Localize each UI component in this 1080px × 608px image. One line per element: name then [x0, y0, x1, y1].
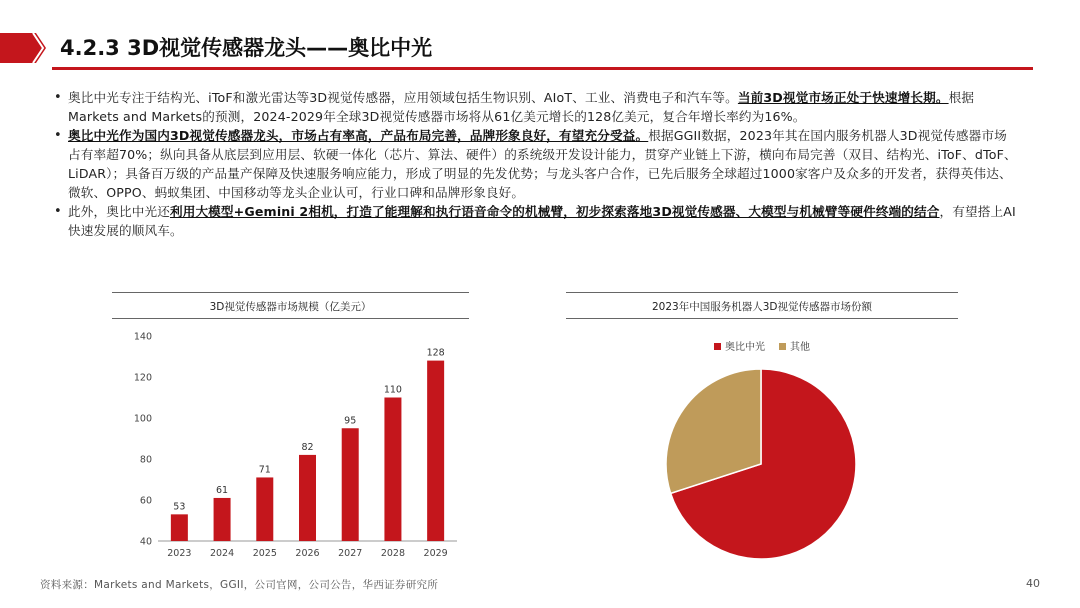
bar-2023 — [171, 514, 188, 541]
x-tick-label: 2029 — [423, 548, 448, 559]
bar-2026 — [299, 455, 316, 541]
y-tick-label: 60 — [139, 495, 152, 507]
bar-chart-title: 3D视觉传感器市场规模（亿美元） — [209, 301, 372, 313]
y-tick-label: 140 — [133, 331, 152, 343]
y-tick-label: 40 — [139, 536, 152, 548]
legend-label: 其他 — [790, 342, 810, 353]
x-tick-label: 2023 — [167, 548, 192, 559]
x-tick-label: 2025 — [252, 548, 277, 559]
bar-value-label: 128 — [426, 347, 445, 359]
bullet-item — [68, 126, 1018, 202]
bar-2024 — [214, 498, 231, 541]
x-tick-label: 2026 — [295, 548, 320, 559]
bar-2028 — [384, 398, 401, 542]
x-tick-label: 2024 — [209, 548, 235, 559]
bullet-text: 根据Markets and Markets的预测，2024-2029年全球3D视觉传感器市场将从61亿美元增长的128亿美元，复合年增长率约为16%。 — [68, 90, 975, 124]
bar-chart-top-rule — [112, 292, 469, 293]
bar-chart — [112, 322, 469, 567]
bullet-text: 此外，奥比中光还 — [68, 204, 170, 219]
legend-swatch — [714, 343, 721, 350]
bullet-item — [68, 88, 1018, 126]
pie-chart-top-rule — [566, 292, 958, 293]
bullet-highlight-text: 当前3D视觉市场正处于快速增长期。 — [737, 90, 949, 105]
title-accent-arrow — [0, 33, 48, 63]
bullet-text: 奥比中光专注于结构光、iToF和激光雷达等3D视觉传感器，应用领域包括生物识别、AIoT、工业、消费电子和汽车等。 — [68, 90, 738, 105]
title-divider — [52, 67, 1033, 70]
legend-swatch — [779, 343, 786, 350]
bar-chart-bottom-rule — [112, 318, 469, 319]
bullet-highlight-text: 利用大模型+Gemini 2相机，打造了能理解和执行语音命令的机械臂，初步探索落地3D视觉传感器、大模型与机械臂等硬件终端的结合 — [169, 204, 940, 219]
bullet-list — [68, 88, 1018, 240]
y-tick-label: 120 — [133, 372, 152, 384]
bar-2025 — [256, 477, 273, 541]
bar-value-label: 53 — [173, 501, 186, 513]
y-tick-label: 80 — [139, 454, 152, 466]
pie-chart-title: 2023年中国服务机器人3D视觉传感器市场份额 — [652, 301, 872, 313]
bullet-text: ，有望搭上AI快速发展的顺风车。 — [68, 204, 1016, 238]
legend-label: 奥比中光 — [725, 342, 765, 353]
source-note: 资料来源：Markets and Markets，GGII，公司官网，公司公告，华西证券研究所 — [40, 579, 439, 591]
bullet-item — [68, 202, 1018, 240]
x-tick-label: 2028 — [380, 548, 406, 559]
bullet-highlight-text: 奥比中光作为国内3D视觉传感器龙头，市场占有率高，产品布局完善，品牌形象良好，有望充分受益。 — [68, 128, 649, 143]
bar-value-label: 95 — [344, 415, 357, 427]
bar-value-label: 82 — [301, 441, 314, 453]
bullet-text: 根据GGII数据，2023年其在国内服务机器人3D视觉传感器市场占有率超70%；纵向具备从底层到应用层、软硬一体化（芯片、算法、硬件）的系统级开发设计能力，贯穿产业链上下游，横向布局完善（双目、结构光、iToF、dToF、LiDAR）；具备百万级的产品量产保障及快速服务响应能力，形成了明显的先发优势；与龙头客户合作，已先后服务全球超过1000家客户及众多的开发者，获得英伟达、微软、OPPO、蚂蚁集团、中国移动等龙头企业认可，行业口碑和品牌形象良好。 — [68, 128, 1017, 200]
bar-value-label: 71 — [258, 464, 271, 476]
pie-chart — [566, 322, 958, 567]
bar-value-label: 110 — [383, 384, 402, 396]
page-title: 4.2.3 3D视觉传感器龙头——奥比中光 — [60, 36, 433, 60]
bar-value-label: 61 — [216, 484, 229, 496]
page-number: 40 — [1026, 577, 1040, 590]
bar-2027 — [342, 428, 359, 541]
bar-2029 — [427, 361, 444, 541]
y-tick-label: 100 — [133, 413, 152, 425]
pie-chart-bottom-rule — [566, 318, 958, 319]
x-tick-label: 2027 — [338, 548, 363, 559]
